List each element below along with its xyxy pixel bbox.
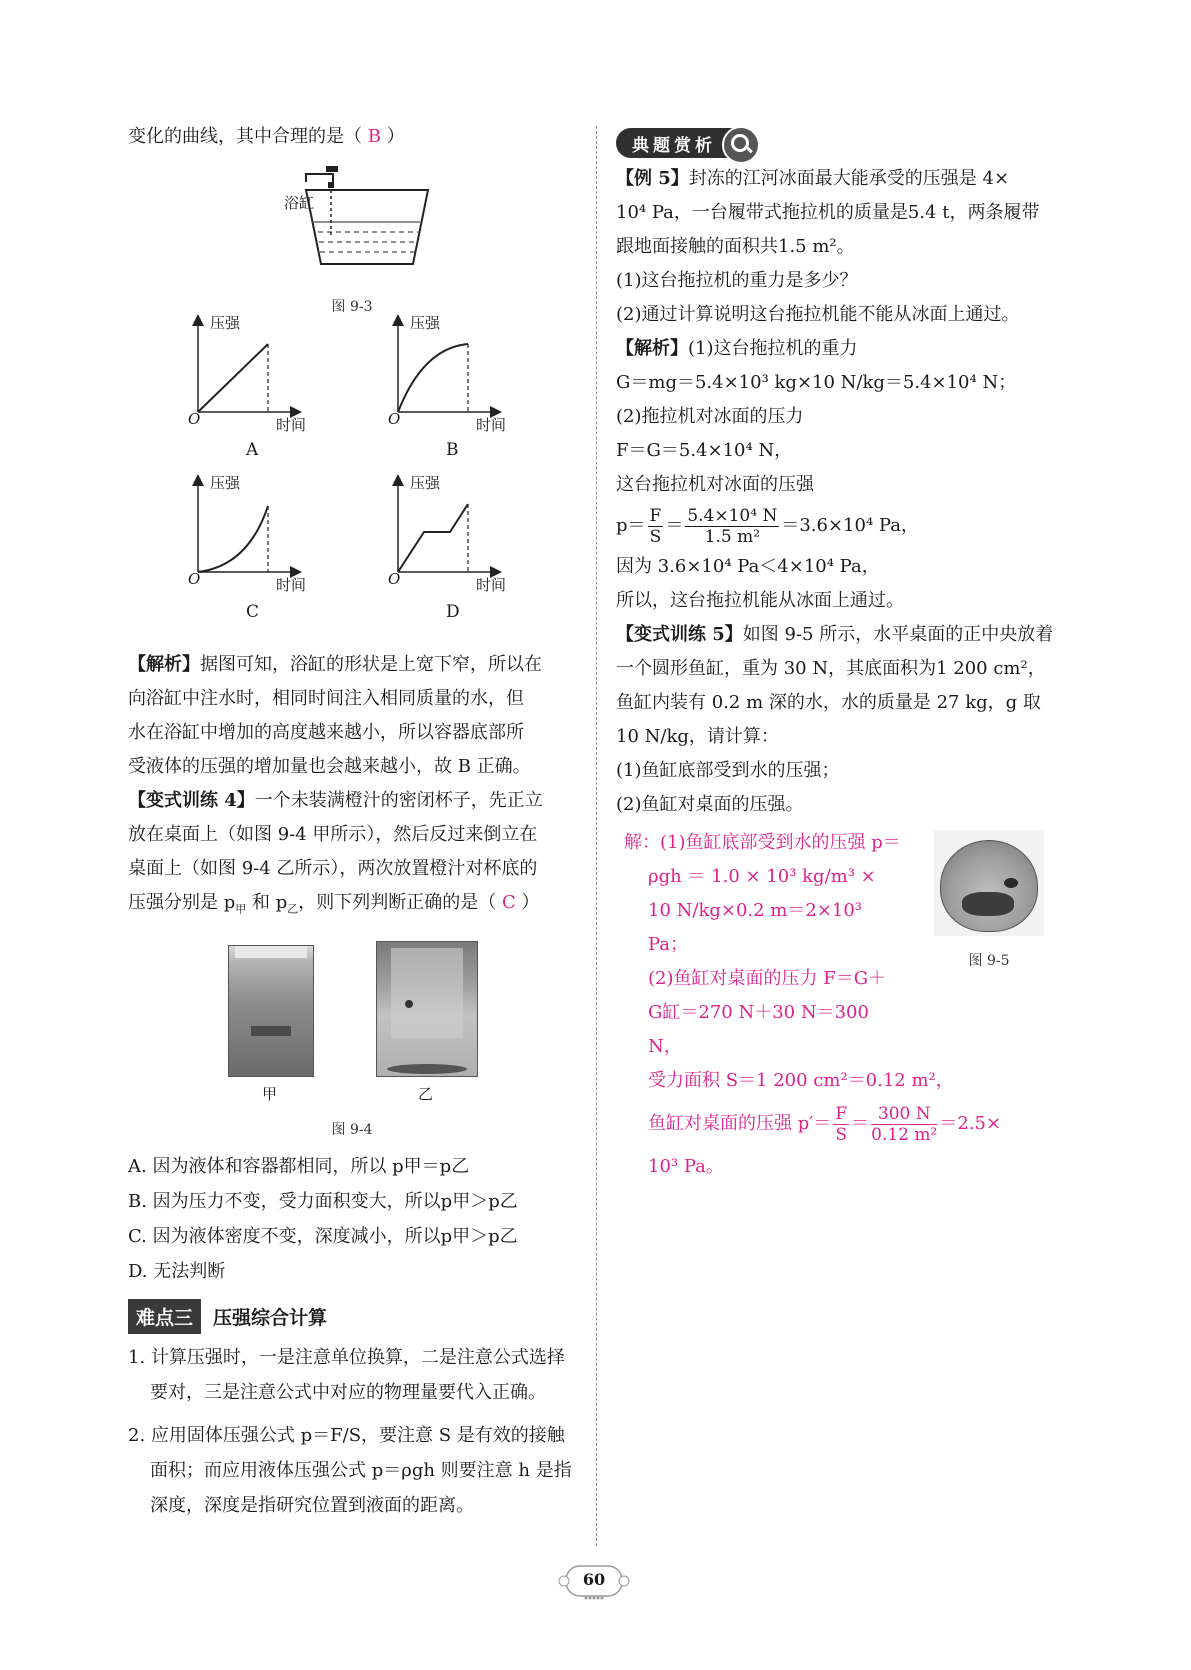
- pressure-graphs: [128, 310, 576, 642]
- example5-line-1: [616, 162, 1066, 196]
- frac-result: ＝3.6×10⁴ Pa，: [781, 515, 919, 536]
- graph-d-xlabel: 时间: [476, 576, 507, 594]
- answer-line-1: 解：(1)鱼缸底部受到水的压强 p＝: [624, 832, 901, 853]
- badge-text: 典题赏析: [632, 135, 716, 156]
- typical-example-badge: [616, 128, 756, 158]
- example5-q2: (2)通过计算说明这台拖拉机能不能从冰面上通过。: [616, 304, 1020, 325]
- frac-eq: ＝: [665, 515, 684, 536]
- answer-line-2: ρgh ＝ 1.0 × 10³ kg/m³ ×: [648, 866, 876, 887]
- train5-answer: [616, 826, 1066, 1184]
- analysis-line-2: 向浴缸中注水时，相同时间注入相同质量的水，但: [128, 688, 524, 709]
- column-divider: [596, 126, 597, 1546]
- right-column: [616, 128, 1066, 1184]
- answer-line-5: G缸＝270 N＋30 N＝300 N，: [648, 1002, 869, 1057]
- bathtub-label: 浴缸: [284, 194, 315, 212]
- graph-a-origin: O: [188, 410, 201, 428]
- train5-tag: 【变式训练 5】: [616, 624, 743, 645]
- example5-line-2: 10⁴ Pa，一台履带式拖拉机的质量是5.4 t，两条履带: [616, 202, 1040, 223]
- option-c: C. 因为液体密度不变，深度减小，所以p甲＞p乙: [128, 1225, 518, 1247]
- graph-d-origin: O: [388, 570, 401, 588]
- graph-c-ylabel: 压强: [210, 474, 241, 492]
- cup-inverted-label: 乙: [418, 1084, 434, 1103]
- analysis-line-4: 受液体的压强的增加量也会越来越小，故 B 正确。: [128, 756, 531, 777]
- answer-frac-prefix: 鱼缸对桌面的压强 p′＝: [648, 1113, 832, 1134]
- graph-a-label: A: [246, 440, 259, 460]
- graph-c-label: C: [246, 602, 260, 622]
- analysis-line-3: 水在浴缸中增加的高度越来越小，所以容器底部所: [128, 722, 524, 743]
- solution-line-3: (2)拖拉机对冰面的压力: [616, 406, 804, 427]
- example5-tag: 【例 5】: [616, 168, 689, 189]
- key-point-2-text: 2. 应用固体压强公式 p＝F/S，要注意 S 是有效的接触面积；而应用液体压强公式 p＝ρgh 则要注意 h 是指深度，深度是指研究位置到液面的距离。: [128, 1424, 572, 1516]
- train4-tag: 【变式训练 4】: [128, 790, 255, 811]
- cup-inverted-photo: [376, 941, 478, 1077]
- train4-line-3: 桌面上（如图 9-4 乙所示），两次放置橙汁对杯底的: [128, 858, 538, 879]
- answer-frac-numerator: 300 N: [871, 1104, 937, 1125]
- train4-suffix: ，则下列判断正确的是（: [298, 892, 497, 913]
- intro-answer: B: [367, 126, 381, 147]
- solution-line-4: F＝G＝5.4×10⁴ N，: [616, 440, 793, 461]
- example5-line-3: 跟地面接触的面积共1.5 m²。: [616, 236, 855, 257]
- graph-b-label: B: [446, 440, 459, 460]
- graph-d: [398, 480, 496, 572]
- answer-line-3: 10 N/kg×0.2 m＝2×10³ Pa；: [648, 900, 863, 955]
- graph-b: [398, 320, 496, 412]
- frac-s: S: [649, 526, 662, 547]
- train4-line-2: 放在桌面上（如图 9-4 甲所示），然后反过来倒立在: [128, 824, 538, 845]
- solution-line-5: 这台拖拉机对冰面的压强: [616, 474, 814, 495]
- train5-line-4: 10 N/kg，请计算：: [616, 726, 779, 747]
- answer-text: [616, 826, 954, 1098]
- train4-options: [128, 1149, 576, 1289]
- train4-close: ）: [521, 892, 540, 913]
- train4-line-4: [128, 886, 576, 927]
- analysis-text-1: 据图可知，浴缸的形状是上宽下窄，所以在: [200, 654, 542, 675]
- analysis-tag: 【解析】: [128, 654, 200, 675]
- cup-upright-photo: [228, 945, 314, 1077]
- key-point-1: 1. 计算压强时，一是注意单位换算，二是注意公式选择要对，三是注意公式中对应的物理量要代入正确。: [128, 1346, 565, 1403]
- train4-sub-yi: 乙: [287, 902, 299, 916]
- answer-frac-denominator: 0.12 m²: [871, 1124, 938, 1145]
- figure-9-3: [128, 160, 576, 315]
- graph-c-origin: O: [188, 570, 201, 588]
- fraction-values: [685, 506, 779, 547]
- section-header: [128, 1299, 576, 1334]
- train4-mid: 和 p: [246, 892, 288, 913]
- option-b: B. 因为压力不变，受力面积变大，所以p甲＞p乙: [128, 1190, 518, 1212]
- example5-block: [616, 162, 1066, 332]
- figure-9-4: [128, 937, 576, 1137]
- answer-fraction-line: [616, 1098, 1066, 1150]
- answer-frac-f: F: [835, 1103, 848, 1124]
- train4-text-1: 一个未装满橙汁的密闭杯子，先正立: [254, 790, 543, 811]
- train5-line-1: [616, 618, 1066, 652]
- graph-d-ylabel: 压强: [410, 474, 441, 492]
- frac-f: F: [649, 505, 662, 526]
- fishbowl-photo: [934, 830, 1044, 936]
- answer-line-4: (2)鱼缸对桌面的压力 F＝G＋: [648, 968, 887, 989]
- section-number-box: 难点三: [128, 1299, 201, 1334]
- train5-line-2: 一个圆形鱼缸，重为 30 N，其底面积为1 200 cm²，: [616, 658, 1046, 679]
- example5-text-1: 封冻的江河冰面最大能承受的压强是 4×: [688, 168, 1010, 189]
- answer-frac-eq: ＝: [851, 1113, 870, 1134]
- answer-fraction-values: [871, 1104, 937, 1145]
- train4-p-prefix: 压强分别是 p: [128, 892, 236, 913]
- solution-block: [616, 332, 1066, 618]
- answer-line-6: 受力面积 S＝1 200 cm²＝0.12 m²，: [648, 1070, 954, 1091]
- analysis-line-1: [128, 648, 576, 682]
- train5-q1: (1)鱼缸底部受到水的压强；: [616, 760, 840, 781]
- graph-c: [198, 480, 296, 572]
- left-column: [128, 120, 576, 1523]
- graphs-svg: [128, 310, 576, 642]
- cup-upright-label: 甲: [262, 1084, 278, 1103]
- page-number: 60: [582, 1570, 606, 1589]
- graph-b-ylabel: 压强: [410, 314, 441, 332]
- train4-line-1: [128, 784, 576, 818]
- train5-text-1: 如图 9-5 所示，水平桌面的正中央放着: [742, 624, 1054, 645]
- question-intro-line: [128, 120, 576, 154]
- graph-d-label: D: [446, 602, 460, 622]
- answer-frac-result: ＝2.5×: [939, 1113, 1002, 1134]
- graph-c-xlabel: 时间: [276, 576, 307, 594]
- train4-sub-jia: 甲: [235, 902, 247, 916]
- solution-line-1: [616, 332, 1066, 366]
- figure-9-5-caption: 图 9-5: [968, 953, 1010, 969]
- graph-a-ylabel: 压强: [210, 314, 241, 332]
- option-a: A. 因为液体和容器都相同，所以 p甲＝p乙: [128, 1155, 470, 1177]
- train5-q2: (2)鱼缸对桌面的压强。: [616, 794, 804, 815]
- section-title: 压强综合计算: [213, 1306, 328, 1329]
- solution-tag: 【解析】: [616, 338, 688, 359]
- answer-frac-s: S: [835, 1124, 848, 1145]
- example5-q1: (1)这台拖拉机的重力是多少？: [616, 270, 858, 291]
- graph-b-xlabel: 时间: [476, 416, 507, 434]
- solution-line-2: G＝mg＝5.4×10³ kg×10 N/kg＝5.4×10⁴ N；: [616, 372, 1017, 393]
- option-d: D. 无法判断: [128, 1260, 226, 1282]
- figure-9-4-caption: 图 9-4: [331, 1121, 373, 1138]
- bathtub-diagram: [128, 160, 576, 270]
- intro-text: 变化的曲线，其中合理的是（: [128, 126, 362, 147]
- solution-text-1: (1)这台拖拉机的重力: [688, 338, 858, 359]
- train4-block: [128, 784, 576, 927]
- page-number-badge: [556, 1562, 632, 1602]
- frac-denominator: 1.5 m²: [704, 526, 761, 547]
- solution-conclusion: 所以，这台拖拉机能从冰面上通过。: [616, 590, 904, 611]
- solution-fraction-line: [616, 502, 1066, 550]
- answer-last-line: 10³ Pa。: [648, 1156, 724, 1177]
- frac-numerator: 5.4×10⁴ N: [687, 505, 778, 526]
- train5-block: [616, 618, 1066, 822]
- key-points: [128, 1340, 576, 1523]
- figure-9-3-caption: 图 9-3: [331, 299, 373, 315]
- train4-answer: C: [501, 892, 516, 913]
- analysis-block: [128, 648, 576, 784]
- magnifier-icon: [722, 126, 760, 164]
- train5-line-3: 鱼缸内装有 0.2 m 深的水，水的质量是 27 kg，g 取: [616, 692, 1041, 713]
- graph-b-origin: O: [388, 410, 401, 428]
- solution-compare: 因为 3.6×10⁴ Pa＜4×10⁴ Pa，: [616, 556, 880, 577]
- intro-close: ）: [386, 126, 405, 147]
- answer-fraction-f-over-s: [833, 1104, 849, 1145]
- fraction-f-over-s: [648, 506, 664, 547]
- key-point-2: [128, 1418, 576, 1523]
- frac-lhs: p＝: [616, 515, 646, 536]
- graph-a-xlabel: 时间: [276, 416, 307, 434]
- graph-a: [198, 320, 296, 412]
